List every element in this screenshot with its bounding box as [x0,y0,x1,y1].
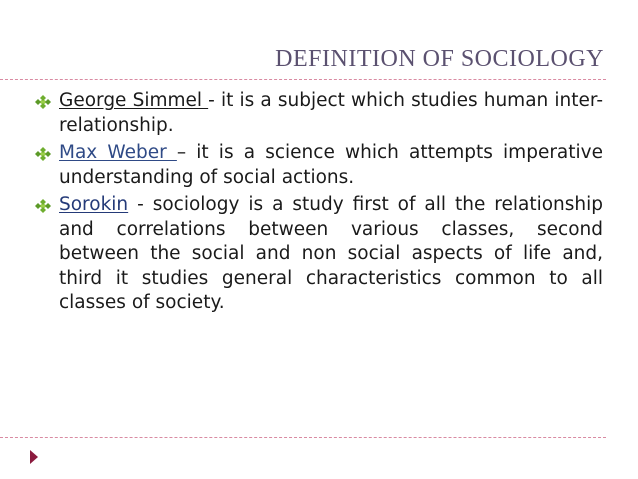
bullet-text: - it is a subject which studies human inter-relationship. [59,90,603,136]
bottom-divider [0,437,606,438]
bullet-george-simmel [39,89,603,138]
bullet-list [39,89,603,319]
bullet-max-weber [39,141,603,190]
diamond-bullet-icon [35,199,52,213]
bullet-sorokin [39,193,603,316]
diamond-bullet-icon [35,147,52,161]
bullet-text: - sociology is a study first of all the relationship and correlations between various classes, second between the social and non social aspects of life and, third it studies general characteristics common to all classes of society. [59,194,603,313]
slide-title: DEFINITION OF SOCIOLOGY [275,46,604,72]
diamond-bullet-icon [35,95,52,109]
author-name: George Simmel [59,90,209,111]
author-name[interactable]: Sorokin [59,194,129,215]
top-divider [0,79,606,80]
bullet-text: – it is a science which attempts imperative understanding of social actions. [59,142,603,188]
next-arrow-icon[interactable] [30,450,38,464]
author-name[interactable]: Max Weber [59,142,177,163]
